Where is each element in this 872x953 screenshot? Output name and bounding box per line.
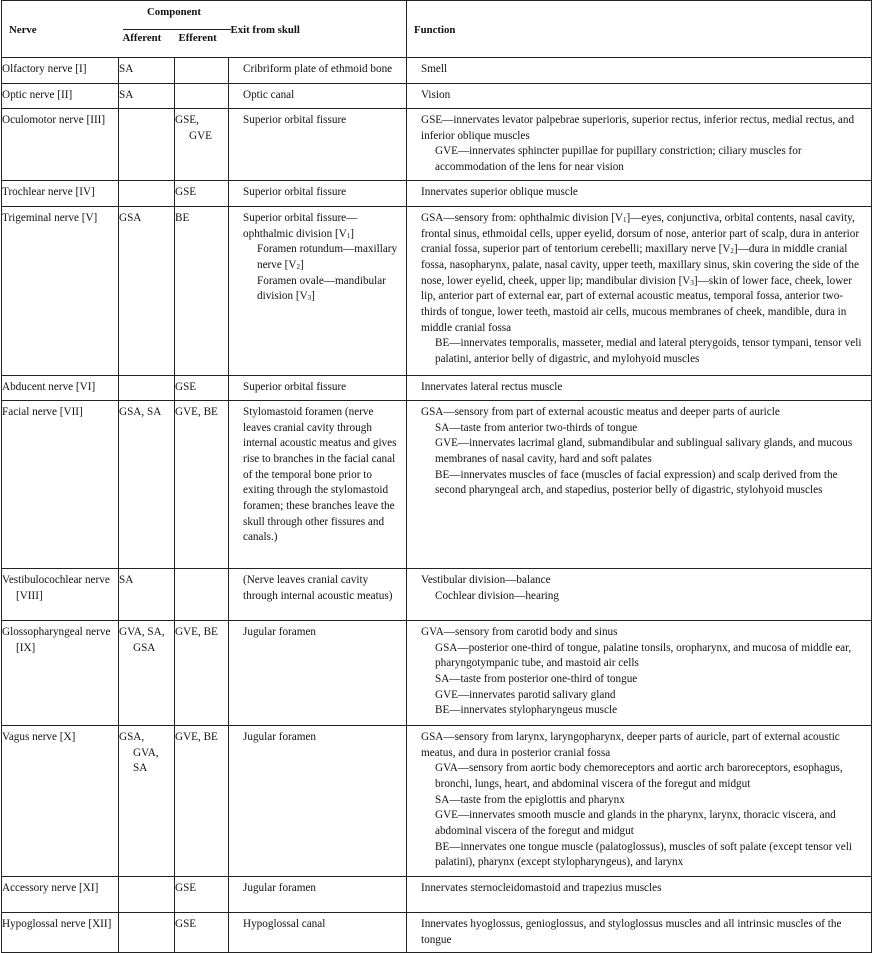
function — [407, 400, 872, 568]
nerve-name: Glossopharyngeal nerve [IX] — [2, 620, 119, 725]
nerve-name: Optic nerve [II] — [2, 84, 119, 109]
exit-line: Stylomastoid foramen (nerve leaves cranial cavity through internal acoustic meatus and gives rise to branches in the facial canal of the temporal bone prior to exiting through the stylomastoid foramen; these branches leave the skull through other fissures and canals.) — [243, 405, 397, 544]
nerve-name: Accessory nerve [XI] — [2, 876, 119, 912]
table-row — [2, 725, 872, 876]
exit-from-skull — [229, 180, 407, 206]
afferent-component — [119, 912, 175, 952]
table-row — [2, 400, 872, 568]
exit-line: (Nerve leaves cranial cavity through internal acoustic meatus) — [243, 573, 393, 602]
efferent-component: GVE, BE — [175, 620, 229, 725]
table-row — [2, 180, 872, 206]
nerve-name: Oculomotor nerve [III] — [2, 109, 119, 181]
function-line: Innervates superior oblique muscle — [421, 185, 578, 198]
exit-from-skull — [229, 912, 407, 952]
exit-from-skull — [229, 375, 407, 400]
afferent-component — [119, 876, 175, 912]
function-line: GVE—innervates sphincter pupillae for pupillary constriction; ciliary muscles for accommodation of the lens for near vision — [435, 145, 802, 174]
table-row — [2, 912, 872, 952]
function-line: Innervates sternocleidomastoid and trapezius muscles — [421, 881, 662, 894]
nerve-name: Olfactory nerve [I] — [2, 58, 119, 84]
afferent-component — [119, 375, 175, 400]
exit-line: Superior orbital fissure — [243, 114, 347, 126]
efferent-component: GVE, BE — [175, 400, 229, 568]
afferent-component: GVA, SA, GSA — [119, 620, 175, 725]
nerve-name: Abducent nerve [VI] — [2, 375, 119, 400]
nerve-name: Vestibulocochlear nerve [VIII] — [2, 568, 119, 620]
function-line: BE—innervates stylopharyngeus muscle — [435, 704, 618, 717]
header-function: Function — [407, 1, 872, 58]
exit-from-skull — [229, 400, 407, 568]
function — [407, 84, 872, 109]
afferent-component: SA — [119, 568, 175, 620]
afferent-component — [119, 180, 175, 206]
afferent-component: GSA, GVA, SA — [119, 725, 175, 876]
function-line: BE—innervates temporalis, masseter, medial and lateral pterygoids, tensor tympani, tensor veli palatini, anterior belly of digastric, and mylohyoid muscles — [435, 337, 862, 366]
exit-line: Superior orbital fissure — [243, 185, 347, 198]
function-line: GVA—sensory from aortic body chemoreceptors and aortic arch baroreceptors, esophagus, bronchi, lungs, heart, and abdominal viscera of the foregut and midgut — [435, 762, 843, 790]
function-line: GSA—sensory from part of external acoustic meatus and deeper parts of auricle — [421, 405, 780, 418]
exit-from-skull — [229, 876, 407, 912]
header-component-label: Component — [147, 6, 201, 18]
afferent-component: GSA — [119, 206, 175, 375]
exit-from-skull — [229, 109, 407, 181]
exit-line: Cribriform plate of ethmoid bone — [243, 63, 393, 75]
efferent-component: GVE, BE — [175, 725, 229, 876]
table-header — [2, 1, 872, 58]
efferent-component: GSE — [175, 180, 229, 206]
cranial-nerves-table — [1, 0, 872, 953]
function-line: GSE—innervates levator palpebrae superioris, superior rectus, inferior rectus, medial rectus, and inferior oblique muscles — [421, 114, 855, 142]
nerve-name: Hypoglossal nerve [XII] — [2, 912, 119, 952]
table-row — [2, 620, 872, 725]
exit-from-skull — [229, 568, 407, 620]
exit-line: Superior orbital fissure—ophthalmic division $[V_1]$ — [243, 211, 358, 240]
function-line: SA—taste from posterior one-third of tongue — [435, 672, 638, 685]
function — [407, 109, 872, 181]
efferent-component: GSE — [175, 876, 229, 912]
efferent-component: GSE, GVE — [175, 109, 229, 181]
exit-from-skull — [229, 206, 407, 375]
header-efferent: Efferent — [175, 30, 229, 58]
table-body — [2, 58, 872, 953]
table-row — [2, 568, 872, 620]
efferent-component — [175, 58, 229, 84]
header-nerve: Nerve — [2, 1, 119, 58]
function — [407, 620, 872, 725]
function — [407, 725, 872, 876]
function-line: Smell — [421, 63, 448, 75]
exit-from-skull — [229, 84, 407, 109]
exit-line: Jugular foramen — [243, 881, 317, 894]
efferent-component: BE — [175, 206, 229, 375]
header-afferent: Afferent — [119, 30, 175, 58]
function-line: SA—taste from anterior two-thirds of tongue — [435, 421, 638, 434]
function — [407, 375, 872, 400]
function — [407, 58, 872, 84]
nerve-name: Trochlear nerve [IV] — [2, 180, 119, 206]
function — [407, 568, 872, 620]
table-row — [2, 58, 872, 84]
nerve-name: Trigeminal nerve [V] — [2, 206, 119, 375]
exit-line: Foramen rotundum—maxillary nerve $[V_2]$ — [257, 243, 398, 271]
function-line: BE—innervates muscles of face (muscles of facial expression) and scalp derived from the second pharyngeal arch, and stapedius, posterior belly of digastric, stylohyoid muscles — [435, 468, 838, 497]
afferent-component: SA — [119, 58, 175, 84]
function-line: GVE—innervates smooth muscle and glands in the pharynx, larynx, thoracic viscera, and abdominal viscera of the foregut and midgut — [435, 809, 836, 838]
function-line: BE—innervates one tongue muscle (palatoglossus), muscles of soft palate (except tensor veli palatini), pharynx (except stylopharyngeus), and larynx — [435, 840, 852, 869]
function-line: SA—taste from the epiglottis and pharynx — [435, 793, 625, 806]
exit-line: Hypoglossal canal — [243, 917, 326, 930]
exit-line: Jugular foramen — [243, 625, 317, 638]
exit-from-skull — [229, 58, 407, 84]
table-row — [2, 109, 872, 181]
function-line: GVE—innervates lacrimal gland, submandibular and sublingual salivary glands, and mucous membranes of nasal cavity, hard and soft palates — [435, 437, 853, 465]
table-row — [2, 375, 872, 400]
exit-line: Superior orbital fissure — [243, 380, 347, 393]
table-row — [2, 84, 872, 109]
exit-line: Jugular foramen — [243, 730, 317, 743]
efferent-component: GSE — [175, 912, 229, 952]
efferent-component — [175, 568, 229, 620]
function-line: Innervates lateral rectus muscle — [421, 380, 563, 393]
nerve-name: Facial nerve [VII] — [2, 400, 119, 568]
header-exit: Exit from skull — [229, 1, 407, 58]
table-row — [2, 876, 872, 912]
function-line: Vestibular division—balance — [421, 573, 551, 586]
function-line: Cochlear division—hearing — [435, 589, 559, 602]
efferent-component: GSE — [175, 375, 229, 400]
exit-from-skull — [229, 725, 407, 876]
function-line: GSA—posterior one-third of tongue, palatine tonsils, oropharynx, and mucosa of middle ear, pharyngotympanic tube, and mastoid air cells — [435, 641, 852, 670]
function — [407, 206, 872, 375]
exit-line: Optic canal — [243, 89, 295, 101]
function-line: GVA—sensory from carotid body and sinus — [421, 625, 618, 638]
table-row — [2, 206, 872, 375]
function — [407, 912, 872, 952]
function — [407, 876, 872, 912]
function-line: GVE—innervates parotid salivary gland — [435, 688, 616, 701]
component-rule — [123, 29, 231, 30]
exit-from-skull — [229, 620, 407, 725]
function — [407, 180, 872, 206]
afferent-component: GSA, SA — [119, 400, 175, 568]
function-line: GSA—sensory from: ophthalmic division $[V_1]—eyes$, conjunctiva, orbital contents, nasal cavity, frontal sinus, ethmoidal cells, upper eyelid, dorsum of nose, anterior part of scalp, dura in anterior cranial fossa, superior part of tentorium cerebelli; maxillary nerve $[V_2]—dura$ in middle cranial fossa, nasopharynx, palate, nasal cavity, upper teeth, maxillary sinus, skin covering the side of the nose, lower eyelid, cheek, upper lip; mandibular division $[V_3]—skin$ of lower face, cheek, lower lip, anterior part of external ear, part of external acoustic meatus, temporal fossa, anterior two-thirds of tongue, lower teeth, mastoid air cells, mucous membranes of cheek, mandible, dura in middle cranial fossa — [421, 211, 860, 334]
afferent-component — [119, 109, 175, 181]
nerve-name: Vagus nerve [X] — [2, 725, 119, 876]
header-component — [119, 1, 229, 31]
function-line: Innervates hyoglossus, genioglossus, and styloglossus muscles and all intrinsic muscles of the tongue — [421, 917, 842, 946]
function-line: GSA—sensory from larynx, laryngopharynx, deeper parts of auricle, part of external acoustic meatus, and dura in posterior cranial fossa — [421, 730, 840, 759]
afferent-component: SA — [119, 84, 175, 109]
exit-line: Foramen ovale—mandibular division $[V_3]$ — [257, 274, 386, 303]
function-line: Vision — [421, 89, 451, 101]
efferent-component — [175, 84, 229, 109]
